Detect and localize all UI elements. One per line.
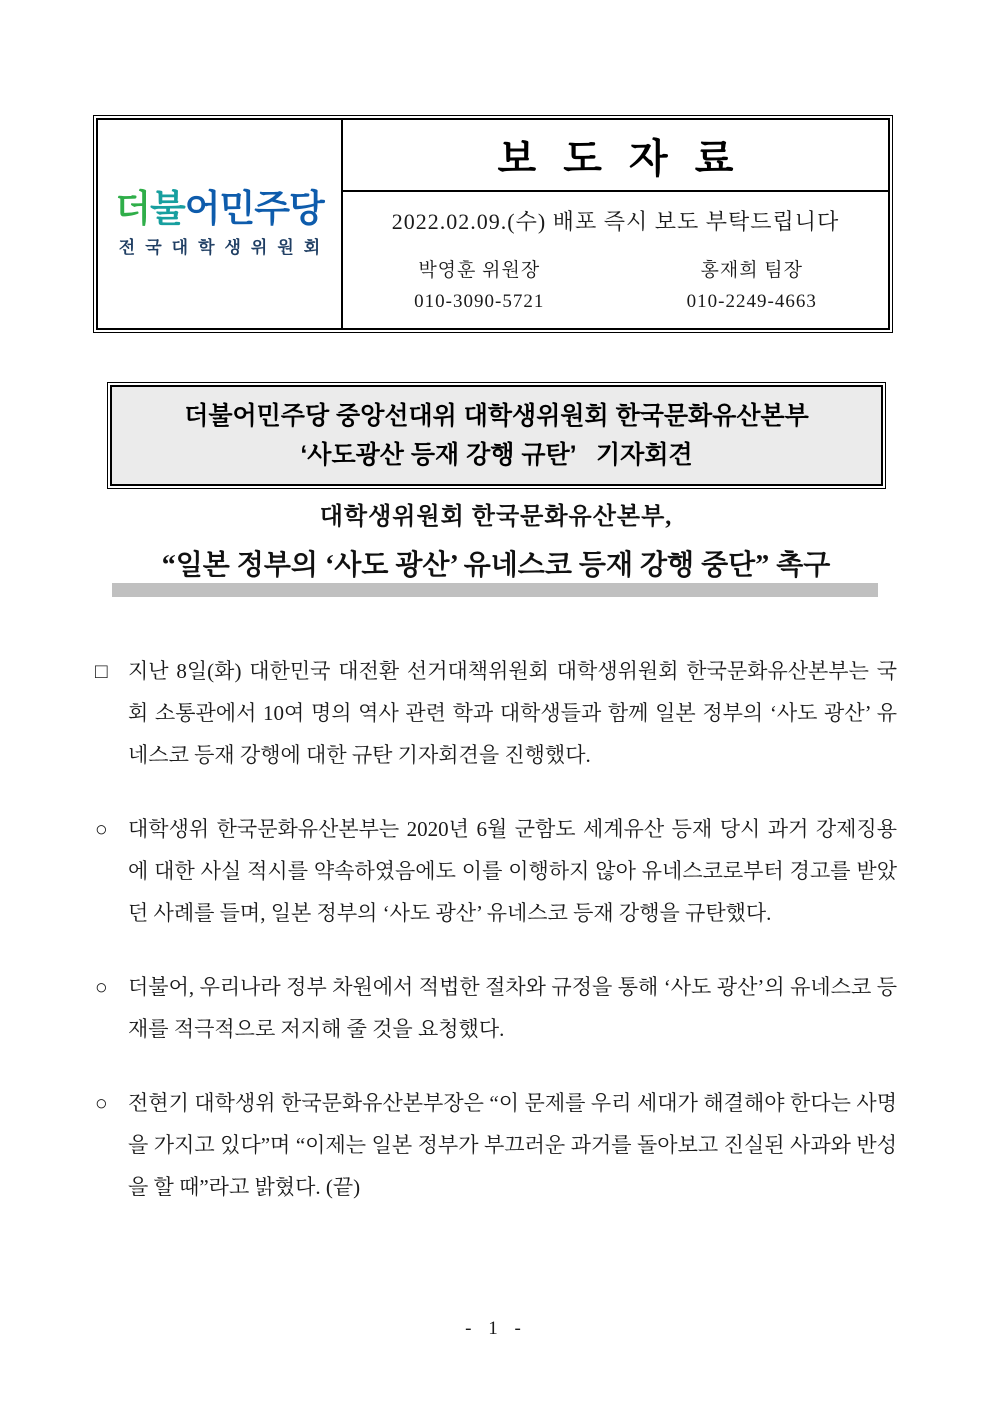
paragraph bbox=[95, 966, 897, 1050]
contact-item bbox=[343, 248, 616, 320]
paragraph bbox=[95, 1082, 897, 1208]
logo-subtitle: 전국대학생위원회 bbox=[118, 238, 331, 257]
paragraph-text: 지난 8일(화) 대한민국 대전환 선거대책위원회 대학생위원회 한국문화유산본부는 국회 소통관에서 10여 명의 역사 관련 학과 대학생들과 함께 일본 정부의 ‘사도 광산’ 유네스코 등재 강행에 대한 규탄 기자회견을 진행했다. bbox=[128, 659, 897, 767]
circle-bullet-icon: ○ bbox=[95, 817, 108, 841]
logo-segment: 더 bbox=[115, 188, 151, 229]
header-right-cell bbox=[343, 120, 888, 328]
header-box bbox=[93, 115, 893, 333]
article-body bbox=[95, 650, 897, 1240]
press-release-heading: 보 도 자 료 bbox=[343, 120, 888, 192]
subheadline bbox=[0, 496, 992, 583]
contact-item bbox=[616, 248, 889, 320]
paragraph bbox=[95, 808, 897, 934]
contact-name: 박영훈 위원장 bbox=[418, 260, 541, 281]
paragraph-text: 더불어, 우리나라 정부 차원에서 적법한 절차와 규정을 통해 ‘사도 광산’의 유네스코 등재를 적극적으로 저지해 줄 것을 요청했다. bbox=[128, 975, 897, 1041]
subheadline-line-1: 대학생위원회 한국문화유산본부, bbox=[319, 504, 673, 530]
paragraph bbox=[95, 650, 897, 776]
contact-phone: 010-2249-4663 bbox=[686, 291, 817, 312]
embargo-date-line: 2022.02.09.(수) 배포 즉시 보도 부탁드립니다 bbox=[391, 208, 840, 234]
square-bullet-icon: □ bbox=[95, 659, 108, 683]
contact-phone: 010-3090-5721 bbox=[414, 291, 545, 312]
circle-bullet-icon: ○ bbox=[95, 975, 108, 999]
contact-name: 홍재희 팀장 bbox=[700, 260, 804, 281]
logo-segment: 어민주당 bbox=[184, 188, 324, 229]
section-divider-bar bbox=[112, 583, 878, 597]
headline-line-2: ‘사도광산 등재 강행 규탄’ 기자회견 bbox=[300, 441, 693, 469]
subheadline-line-2: “일본 정부의 ‘사도 광산’ 유네스코 등재 강행 중단” 촉구 bbox=[161, 550, 831, 581]
headline-line-1: 더불어민주당 중앙선대위 대학생위원회 한국문화유산본부 bbox=[184, 402, 809, 430]
logo-segment: 불 bbox=[150, 188, 185, 229]
headline-box bbox=[107, 382, 886, 489]
contact-list bbox=[343, 248, 888, 328]
party-logo-wordmark bbox=[115, 190, 323, 227]
paragraph-text: 전현기 대학생위 한국문화유산본부장은 “이 문제를 우리 세대가 해결해야 한다는 사명을 가지고 있다”며 “이제는 일본 정부가 부끄러운 과거를 돌아보고 진실된 사과와 반성을 할 때”라고 밝혔다. (끝) bbox=[128, 1091, 897, 1199]
circle-bullet-icon: ○ bbox=[95, 1091, 108, 1115]
page-number: - 1 - bbox=[465, 1318, 527, 1339]
paragraph-text: 대학생위 한국문화유산본부는 2020년 6월 군함도 세계유산 등재 당시 과거 강제징용에 대한 사실 적시를 약속하였음에도 이를 이행하지 않아 유네스코로부터 경고를 받았던 사례를 들며, 일본 정부의 ‘사도 광산’ 유네스코 등재 강행을 규탄했다. bbox=[128, 817, 897, 925]
party-logo bbox=[98, 120, 343, 328]
